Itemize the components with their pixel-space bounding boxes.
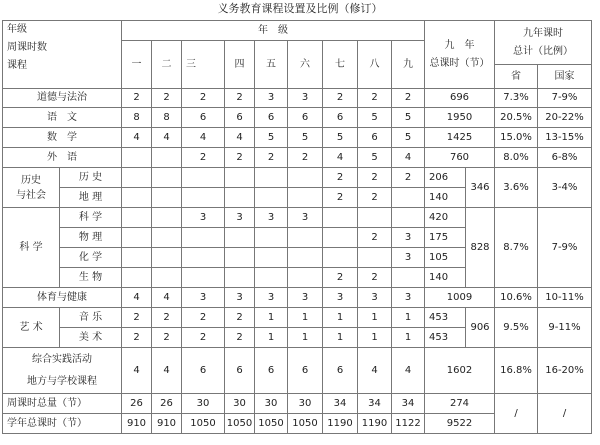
province-ratio-cell: 10.6%	[495, 288, 538, 308]
hours-cell: 3	[358, 288, 392, 308]
national-ratio-cell: 20-22%	[538, 108, 592, 128]
hours-cell: 2	[152, 89, 182, 108]
hours-cell: 3	[255, 288, 288, 308]
hours-cell	[288, 248, 323, 268]
hours-cell: 2	[358, 228, 392, 248]
grade-5-header: 五	[255, 41, 288, 89]
national-ratio-cell: 3-4%	[538, 168, 592, 208]
national-ratio-cell: 10-11%	[538, 288, 592, 308]
subject-total-cell: 105	[425, 248, 466, 268]
national-ratio-cell: 9-11%	[538, 308, 592, 348]
hours-cell	[392, 268, 425, 288]
hours-cell: 1190	[358, 414, 392, 434]
table-row	[3, 348, 592, 394]
hours-cell	[288, 188, 323, 208]
hours-cell	[255, 228, 288, 248]
hours-cell: 5	[358, 108, 392, 128]
hours-cell: 2	[255, 148, 288, 168]
hours-cell: 5	[392, 128, 425, 148]
grade-9-header: 九	[392, 41, 425, 89]
corner-course-label: 课程	[7, 60, 27, 71]
hours-cell: 2	[182, 328, 225, 348]
hours-cell: 1	[392, 308, 425, 328]
grade-group-header: 年 级	[122, 21, 425, 41]
ratio-header: 九年课时 总计（比例）	[495, 21, 592, 65]
hours-cell: 6	[182, 108, 225, 128]
hours-cell: 2	[182, 89, 225, 108]
hours-cell: 3	[392, 248, 425, 268]
hours-cell	[323, 248, 358, 268]
hours-cell: 3	[288, 89, 323, 108]
total-hours-cell: 9522	[425, 414, 495, 434]
hours-cell	[255, 188, 288, 208]
hours-cell: 2	[358, 268, 392, 288]
group-name-science: 科 学	[3, 208, 60, 288]
hours-cell: 1	[392, 328, 425, 348]
hours-cell: 30	[288, 394, 323, 414]
hours-cell: 6	[255, 348, 288, 394]
total-hours-cell: 1009	[425, 288, 495, 308]
hours-cell: 6	[323, 348, 358, 394]
table-row	[3, 288, 592, 308]
hours-cell: 6	[288, 108, 323, 128]
group-total-cell: 906	[466, 308, 495, 348]
hours-cell: 2	[225, 89, 255, 108]
hours-cell: 6	[288, 348, 323, 394]
hours-cell	[323, 228, 358, 248]
total-hours-cell: 1950	[425, 108, 495, 128]
province-ratio-cell: 7.3%	[495, 89, 538, 108]
hours-cell: 2	[122, 328, 152, 348]
hours-cell	[122, 168, 152, 188]
hours-cell: 26	[152, 394, 182, 414]
hours-cell	[392, 208, 425, 228]
course-name: 语 文	[3, 108, 122, 128]
hours-cell	[225, 268, 255, 288]
hours-cell: 3	[255, 89, 288, 108]
group-total-cell: 346	[466, 168, 495, 208]
hours-cell: 8	[152, 108, 182, 128]
hours-cell: 4	[182, 128, 225, 148]
total-hours-cell: 696	[425, 89, 495, 108]
hours-cell: 2	[358, 89, 392, 108]
hours-cell	[288, 168, 323, 188]
province-ratio-cell: /	[495, 394, 538, 434]
subject-total-cell: 453	[425, 328, 466, 348]
hours-cell: 3	[225, 288, 255, 308]
hours-cell: 2	[225, 148, 255, 168]
total-hours-header: 九 年 总课时（节）	[425, 21, 495, 89]
course-name: 地 理	[60, 188, 122, 208]
hours-cell: 2	[358, 188, 392, 208]
grade-7-header: 七	[323, 41, 358, 89]
course-name: 化 学	[60, 248, 122, 268]
hours-cell	[152, 168, 182, 188]
page-title: 义务教育课程设置及比例（修订）	[217, 2, 383, 15]
province-ratio-cell: 16.8%	[495, 348, 538, 394]
hours-cell: 1050	[288, 414, 323, 434]
total-hours-cell: 274	[425, 394, 495, 414]
hours-cell: 4	[122, 288, 152, 308]
subject-total-cell: 453	[425, 308, 466, 328]
grade-3-header: 三	[182, 41, 225, 89]
province-ratio-cell: 15.0%	[495, 128, 538, 148]
subject-total-cell: 175	[425, 228, 466, 248]
national-header: 国家	[538, 65, 592, 89]
hours-cell: 4	[152, 348, 182, 394]
hours-cell: 5	[358, 148, 392, 168]
hours-cell: 4	[225, 128, 255, 148]
hours-cell: 6	[323, 108, 358, 128]
hours-cell	[255, 268, 288, 288]
grade-6-header: 六	[288, 41, 323, 89]
national-ratio-cell: /	[538, 394, 592, 434]
hours-cell: 2	[392, 89, 425, 108]
hours-cell	[152, 188, 182, 208]
hours-cell: 1050	[255, 414, 288, 434]
hours-cell: 6	[225, 348, 255, 394]
province-ratio-cell: 3.6%	[495, 168, 538, 208]
grade-4-header: 四	[225, 41, 255, 89]
hours-cell	[122, 188, 152, 208]
hours-cell: 30	[225, 394, 255, 414]
corner-grade-label: 年级	[7, 24, 27, 35]
group-name-arts: 艺 术	[3, 308, 60, 348]
hours-cell: 6	[182, 348, 225, 394]
hours-cell: 5	[392, 108, 425, 128]
hours-cell: 2	[392, 168, 425, 188]
table-row	[3, 108, 592, 128]
group-name-history-society: 历史 与社会	[3, 168, 60, 208]
hours-cell	[182, 268, 225, 288]
table-row	[3, 394, 592, 414]
hours-cell: 2	[182, 148, 225, 168]
hours-cell: 5	[288, 128, 323, 148]
hours-cell	[323, 208, 358, 228]
hours-cell: 1050	[225, 414, 255, 434]
hours-cell: 4	[122, 348, 152, 394]
hours-cell: 2	[225, 308, 255, 328]
curriculum-table	[2, 20, 592, 434]
total-hours-cell: 760	[425, 148, 495, 168]
grade-8-header: 八	[358, 41, 392, 89]
hours-cell: 1	[255, 308, 288, 328]
hours-cell: 1050	[182, 414, 225, 434]
hours-cell	[122, 228, 152, 248]
hours-cell	[358, 248, 392, 268]
table-row	[3, 308, 592, 328]
hours-cell: 6	[225, 108, 255, 128]
hours-cell: 1	[288, 308, 323, 328]
corner-weekly-hours-label: 周课时数	[7, 42, 47, 53]
hours-cell: 26	[122, 394, 152, 414]
course-name: 生 物	[60, 268, 122, 288]
hours-cell: 910	[122, 414, 152, 434]
hours-cell	[225, 228, 255, 248]
hours-cell: 30	[255, 394, 288, 414]
hours-cell	[288, 228, 323, 248]
hours-cell	[182, 188, 225, 208]
hours-cell: 2	[122, 308, 152, 328]
total-hours-cell: 1425	[425, 128, 495, 148]
province-ratio-cell: 20.5%	[495, 108, 538, 128]
hours-cell: 6	[358, 128, 392, 148]
course-name: 周课时总量（节）	[3, 394, 122, 414]
hours-cell	[182, 228, 225, 248]
course-name: 外 语	[3, 148, 122, 168]
hours-cell	[392, 188, 425, 208]
subject-total-cell: 140	[425, 268, 466, 288]
province-ratio-cell: 9.5%	[495, 308, 538, 348]
national-ratio-cell: 16-20%	[538, 348, 592, 394]
subject-total-cell: 140	[425, 188, 466, 208]
table-row	[3, 148, 592, 168]
hours-cell	[255, 168, 288, 188]
hours-cell: 5	[255, 128, 288, 148]
hours-cell: 1122	[392, 414, 425, 434]
hours-cell: 4	[323, 148, 358, 168]
hours-cell: 3	[288, 288, 323, 308]
hours-cell	[225, 168, 255, 188]
table-row	[3, 208, 592, 228]
course-name: 美 术	[60, 328, 122, 348]
course-name-combined: 综合实践活动 地方与学校课程	[3, 348, 122, 394]
course-name: 体育与健康	[3, 288, 122, 308]
hours-cell: 2	[323, 168, 358, 188]
hours-cell	[152, 208, 182, 228]
hours-cell: 2	[152, 308, 182, 328]
hours-cell: 2	[358, 168, 392, 188]
hours-cell: 4	[392, 348, 425, 394]
total-hours-cell: 1602	[425, 348, 495, 394]
hours-cell	[225, 188, 255, 208]
course-name: 音 乐	[60, 308, 122, 328]
course-name: 学年总课时（节）	[3, 414, 122, 434]
hours-cell: 6	[255, 108, 288, 128]
hours-cell: 3	[392, 288, 425, 308]
hours-cell: 2	[122, 89, 152, 108]
course-name: 数 学	[3, 128, 122, 148]
hours-cell: 4	[122, 128, 152, 148]
hours-cell: 5	[323, 128, 358, 148]
hours-cell: 2	[323, 268, 358, 288]
subject-total-cell: 206	[425, 168, 466, 188]
hours-cell: 34	[392, 394, 425, 414]
hours-cell	[152, 268, 182, 288]
table-row	[3, 128, 592, 148]
group-total-cell: 828	[466, 208, 495, 288]
hours-cell	[122, 248, 152, 268]
hours-cell: 1	[323, 328, 358, 348]
hours-cell: 4	[152, 288, 182, 308]
hours-cell: 4	[152, 128, 182, 148]
hours-cell: 3	[255, 208, 288, 228]
table-row	[3, 89, 592, 108]
province-ratio-cell: 8.7%	[495, 208, 538, 288]
hours-cell: 3	[182, 288, 225, 308]
subject-total-cell: 420	[425, 208, 466, 228]
hours-cell: 2	[288, 148, 323, 168]
hours-cell: 30	[182, 394, 225, 414]
national-ratio-cell: 13-15%	[538, 128, 592, 148]
province-ratio-cell: 8.0%	[495, 148, 538, 168]
hours-cell	[182, 168, 225, 188]
hours-cell: 3	[182, 208, 225, 228]
hours-cell	[152, 148, 182, 168]
hours-cell: 2	[182, 308, 225, 328]
grade-1-header: 一	[122, 41, 152, 89]
hours-cell: 910	[152, 414, 182, 434]
hours-cell: 3	[392, 228, 425, 248]
hours-cell	[152, 248, 182, 268]
province-header: 省	[495, 65, 538, 89]
hours-cell: 1	[255, 328, 288, 348]
hours-cell: 3	[288, 208, 323, 228]
hours-cell: 1	[288, 328, 323, 348]
hours-cell	[225, 248, 255, 268]
hours-cell: 2	[323, 188, 358, 208]
hours-cell: 2	[225, 328, 255, 348]
hours-cell: 1190	[323, 414, 358, 434]
hours-cell: 2	[152, 328, 182, 348]
hours-cell: 1	[358, 308, 392, 328]
hours-cell	[152, 228, 182, 248]
hours-cell: 8	[122, 108, 152, 128]
national-ratio-cell: 6-8%	[538, 148, 592, 168]
hours-cell	[122, 268, 152, 288]
hours-cell: 4	[392, 148, 425, 168]
national-ratio-cell: 7-9%	[538, 89, 592, 108]
hours-cell: 2	[323, 89, 358, 108]
national-ratio-cell: 7-9%	[538, 208, 592, 288]
hours-cell	[255, 248, 288, 268]
hours-cell	[122, 208, 152, 228]
hours-cell: 34	[358, 394, 392, 414]
hours-cell: 4	[358, 348, 392, 394]
hours-cell: 3	[225, 208, 255, 228]
hours-cell	[288, 268, 323, 288]
course-name: 道德与法治	[3, 89, 122, 108]
hours-cell: 34	[323, 394, 358, 414]
hours-cell: 1	[358, 328, 392, 348]
hours-cell	[122, 148, 152, 168]
course-name: 科 学	[60, 208, 122, 228]
corner-header-cell	[3, 21, 122, 89]
hours-cell	[358, 208, 392, 228]
hours-cell: 1	[323, 308, 358, 328]
grade-2-header: 二	[152, 41, 182, 89]
hours-cell	[182, 248, 225, 268]
table-row	[3, 168, 592, 188]
course-name: 历 史	[60, 168, 122, 188]
course-name: 物 理	[60, 228, 122, 248]
hours-cell: 3	[323, 288, 358, 308]
